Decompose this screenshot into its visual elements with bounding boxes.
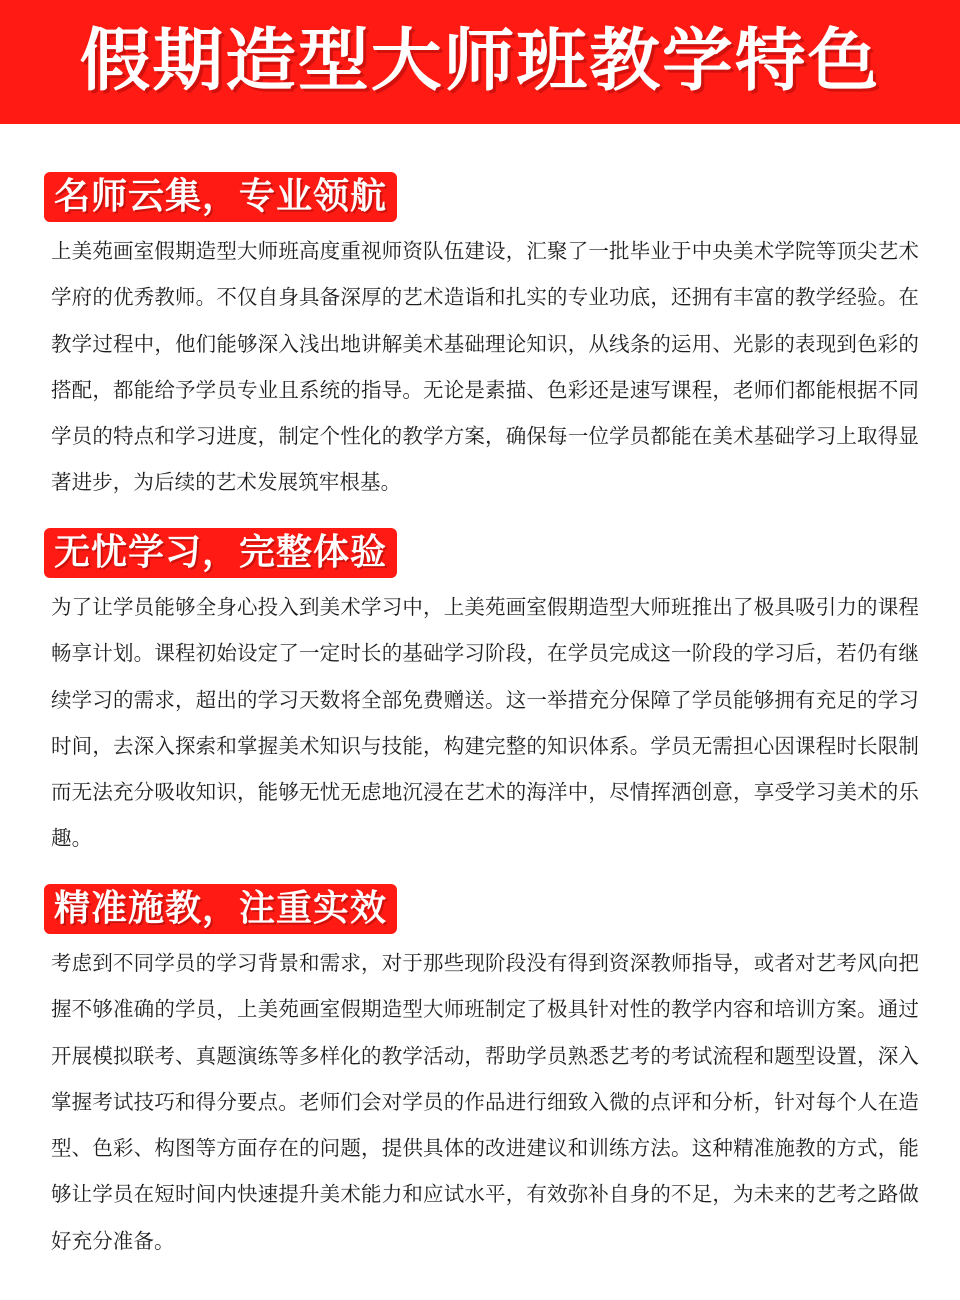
section-title-badge	[44, 172, 397, 222]
section-paragraph: 考虑到不同学员的学习背景和需求，对于那些现阶段没有得到资深教师指导，或者对艺考风向把握不够准确的学员，上美苑画室假期造型大师班制定了极具针对性的教学内容和培训方案。通过开展模拟联考、真题演练等多样化的教学活动，帮助学员熟悉艺考的考试流程和题型设置，深入掌握考试技巧和得分要点。老师们会对学员的作品进行细致入微的点评和分析，针对每个人在造型、色彩、构图等方面存在的问题，提供具体的改进建议和训练方法。这种精准施教的方式，能够让学员在短时间内快速提升美术能力和应试水平，有效弥补自身的不足，为未来的艺考之路做好充分准备。	[51, 951, 919, 1253]
section-title: 名师云集，专业领航	[54, 176, 388, 217]
section-paragraph: 为了让学员能够全身心投入到美术学习中，上美苑画室假期造型大师班推出了极具吸引力的课程畅享计划。课程初始设定了一定时长的基础学习阶段，在学员完成这一阶段的学习后，若仍有继续学习的需求，超出的学习天数将全部免费赠送。这一举措充分保障了学员能够拥有充足的学习时间，去深入探索和掌握美术知识与技能，构建完整的知识体系。学员无需担心因课程时长限制而无法充分吸收知识，能够无忧无虑地沉浸在艺术的海洋中，尽情挥洒创意，享受学习美术的乐趣。	[51, 595, 919, 851]
section-title: 精准施教，注重实效	[54, 888, 388, 929]
section-title: 无忧学习，完整体验	[54, 532, 388, 573]
section-title-badge	[44, 884, 397, 934]
section-title-badge	[44, 528, 397, 578]
section-paragraph: 上美苑画室假期造型大师班高度重视师资队伍建设，汇聚了一批毕业于中央美术学院等顶尖艺术学府的优秀教师。不仅自身具备深厚的艺术造诣和扎实的专业功底，还拥有丰富的教学经验。在教学过程中，他们能够深入浅出地讲解美术基础理论知识，从线条的运用、光影的表现到色彩的搭配，都能给予学员专业且系统的指导。无论是素描、色彩还是速写课程，老师们都能根据不同学员的特点和学习进度，制定个性化的教学方案，确保每一位学员都能在美术基础学习上取得显著进步，为后续的艺术发展筑牢根基。	[51, 239, 919, 495]
header-banner	[0, 0, 960, 124]
page-title: 假期造型大师班教学特色	[79, 22, 881, 101]
